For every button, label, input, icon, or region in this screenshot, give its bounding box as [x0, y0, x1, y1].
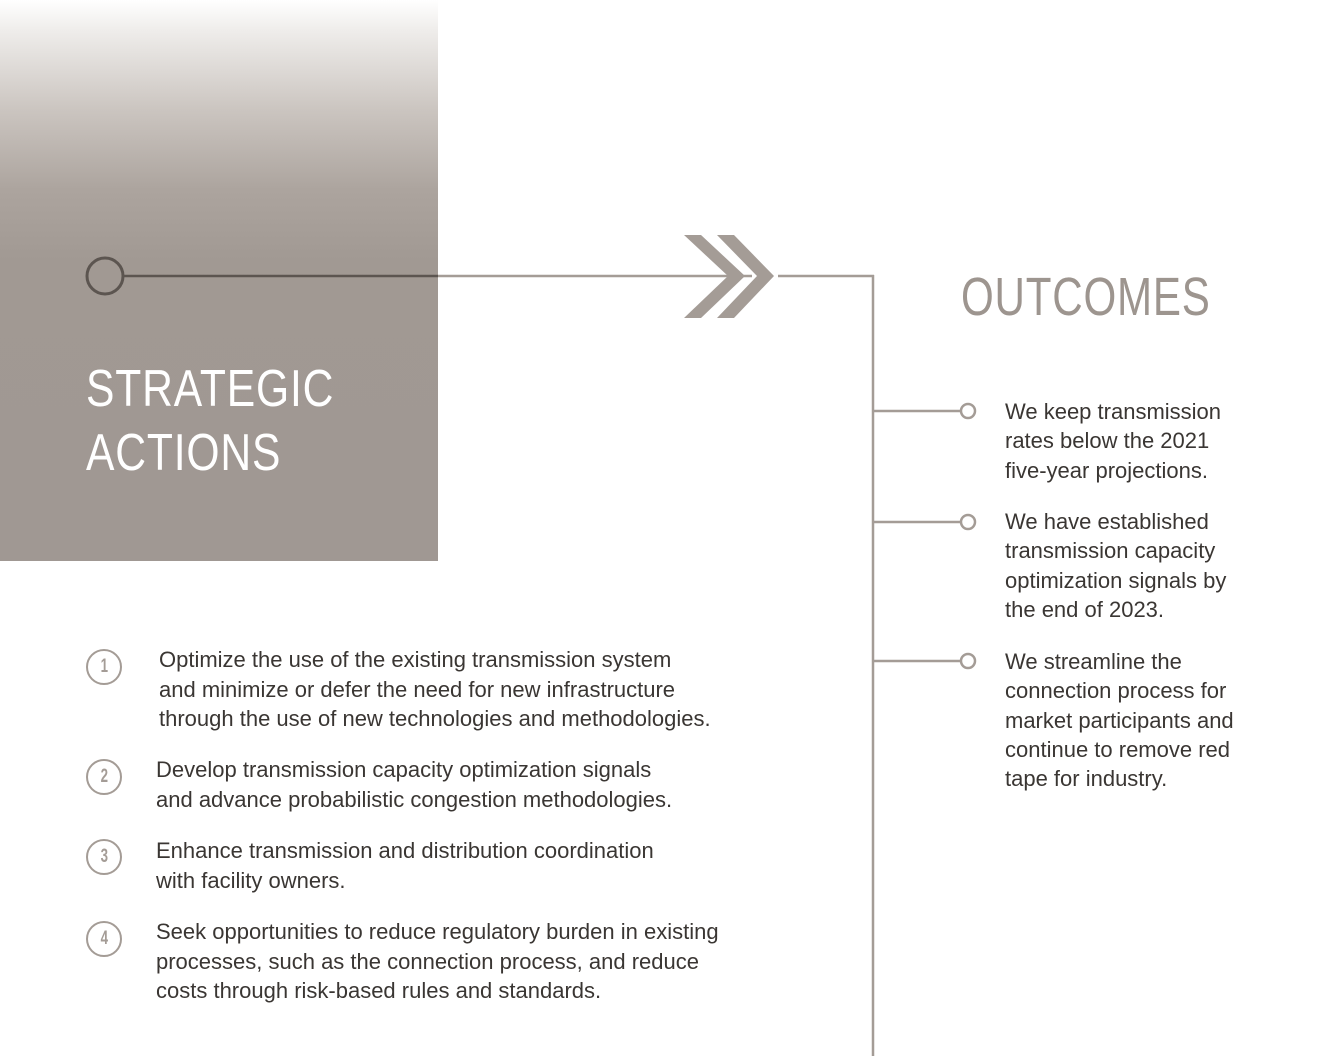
action-number-1: 1: [100, 656, 108, 677]
action-3-line: with facility owners.: [156, 867, 346, 893]
outcome-1-line: We keep transmission: [1005, 399, 1222, 424]
action-1-line: and minimize or defer the need for new infrastructure: [159, 676, 676, 702]
action-4-line: Seek opportunities to reduce regulatory burden in existing: [156, 919, 719, 944]
action-4-line: costs through risk-based rules and standards.: [156, 978, 602, 1003]
outcome-item-3: [1005, 647, 1234, 793]
action-number-2: 2: [100, 766, 108, 787]
strategic-title-line-2: ACTIONS: [86, 424, 282, 482]
outcome-node-2-icon: [961, 515, 975, 529]
strategic-actions-title: [86, 357, 334, 485]
outcome-3-line: connection process for: [1005, 678, 1227, 704]
outcome-3-line: continue to remove red: [1005, 736, 1231, 762]
action-item-4: [156, 917, 719, 1006]
outcomes-title: OUTCOMES: [961, 267, 1211, 327]
action-item-2: [156, 755, 672, 814]
outcome-1-line: rates below the 2021: [1005, 428, 1210, 454]
action-number-badge-2: [86, 759, 122, 795]
action-item-1: [159, 645, 711, 734]
action-number-4: 4: [100, 928, 108, 949]
chevron-back-icon: [684, 235, 745, 318]
outcome-2-line: optimization signals by: [1005, 567, 1227, 593]
outcome-1-line: five-year projections.: [1005, 457, 1208, 483]
action-2-line: Develop transmission capacity optimization signals: [156, 757, 652, 782]
action-1-line: Optimize the use of the existing transmission system: [159, 647, 672, 672]
chevron-front-icon: [717, 235, 774, 318]
action-number-3: 3: [100, 846, 108, 867]
outcome-node-1-icon: [961, 404, 975, 418]
outcome-node-3-icon: [961, 654, 975, 668]
action-number-badge-3: [86, 839, 122, 875]
action-2-line: and advance probabilistic congestion methodologies.: [156, 786, 673, 812]
outcome-2-line: the end of 2023.: [1005, 596, 1165, 622]
action-1-line: through the use of new technologies and methodologies.: [159, 706, 711, 731]
action-number-badge-1: [86, 649, 122, 685]
strategic-title-line-1: STRATEGIC: [86, 360, 335, 418]
outcome-2-line: transmission capacity: [1005, 538, 1216, 564]
action-4-line: processes, such as the connection process, and reduce: [156, 948, 699, 974]
action-item-3: [156, 836, 654, 895]
action-3-line: Enhance transmission and distribution coordination: [156, 838, 654, 863]
outcome-3-line: tape for industry.: [1005, 766, 1168, 792]
outcome-item-1: [1005, 397, 1221, 485]
outcome-3-line: We streamline the: [1005, 649, 1182, 674]
outcome-item-2: [1005, 507, 1226, 624]
action-number-badge-4: [86, 921, 122, 957]
outcome-2-line: We have established: [1005, 509, 1209, 534]
outcome-3-line: market participants and: [1005, 707, 1234, 733]
